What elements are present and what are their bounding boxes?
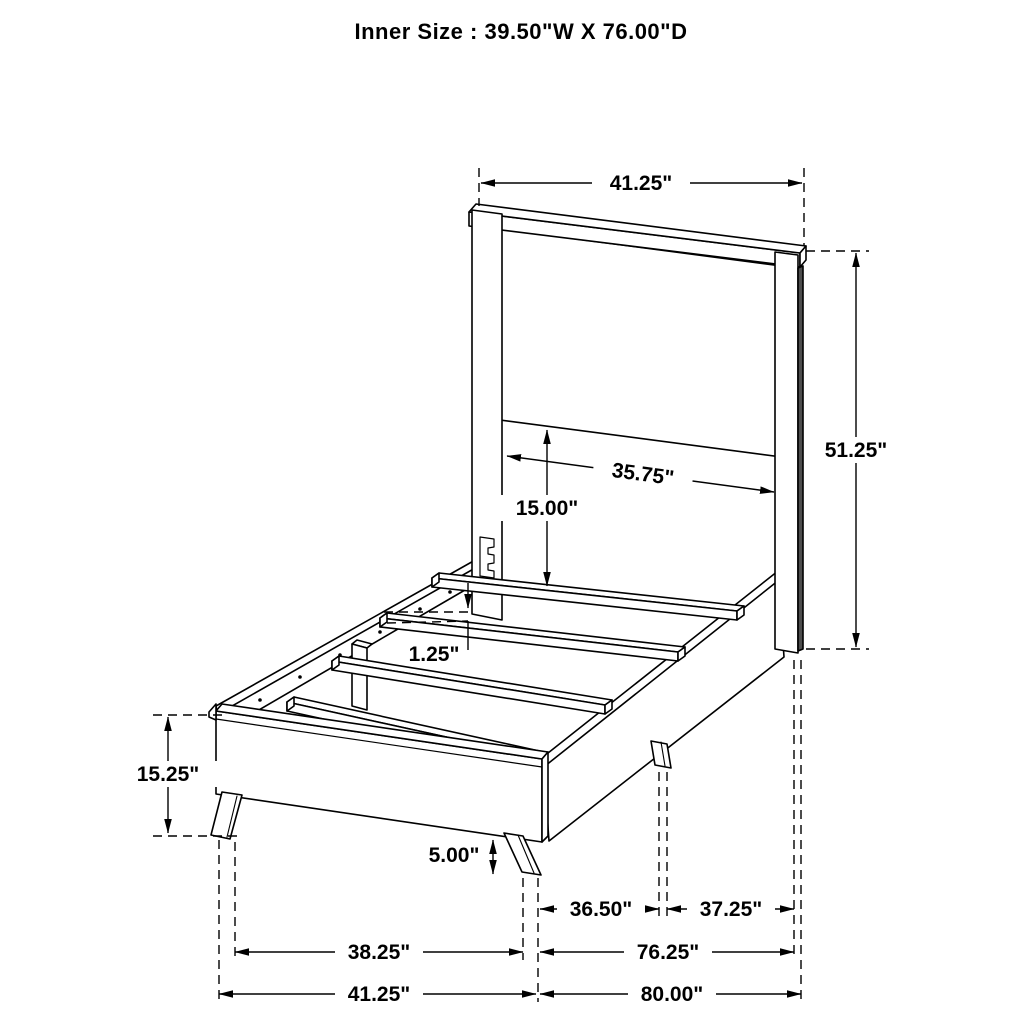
headboard-right-post (775, 252, 798, 653)
dim-label-rail-span-back: 37.25" (699, 898, 763, 921)
dimension-headboard-height (806, 251, 906, 649)
dimension-front-leg-height (429, 840, 493, 874)
footboard-right-cap (542, 752, 548, 842)
dim-label-headboard-inner-width: 35.75" (610, 458, 676, 491)
dim-label-footboard-height: 15.25" (136, 763, 200, 786)
footboard-left-leg (211, 792, 242, 839)
dim-label-slat-thickness: 1.25" (408, 643, 460, 666)
rail-bracket-hardware (480, 537, 494, 578)
dimension-overall-depth (540, 981, 801, 1007)
footboard-left-cap (209, 704, 216, 720)
dimension-footboard-inner-width (235, 939, 523, 965)
slat-3 (332, 656, 612, 714)
headboard-edge-shade (798, 266, 803, 651)
dim-label-headboard-height: 51.25" (824, 439, 888, 462)
dimension-rail-span-front (540, 896, 659, 922)
footboard (209, 704, 548, 875)
dimension-rail-length (540, 939, 794, 965)
dim-label-panel-to-slats: 15.00" (515, 497, 579, 520)
drawing-title: Inner Size : 39.50"W X 76.00"D (354, 19, 688, 44)
dimension-panel-to-slats (498, 430, 596, 586)
dim-label-rail-span-front: 36.50" (569, 898, 633, 921)
dim-label-footboard-width: 41.25" (347, 983, 411, 1006)
dim-label-footboard-inner-width: 38.25" (347, 941, 411, 964)
dim-label-front-leg-height: 5.00" (428, 844, 480, 867)
dimension-rail-span-back (667, 896, 794, 922)
dim-label-rail-length: 76.25" (636, 941, 700, 964)
dimension-footboard-width (219, 981, 536, 1007)
dim-label-headboard-width: 41.25" (609, 172, 673, 195)
dim-label-overall-depth: 80.00" (640, 983, 704, 1006)
